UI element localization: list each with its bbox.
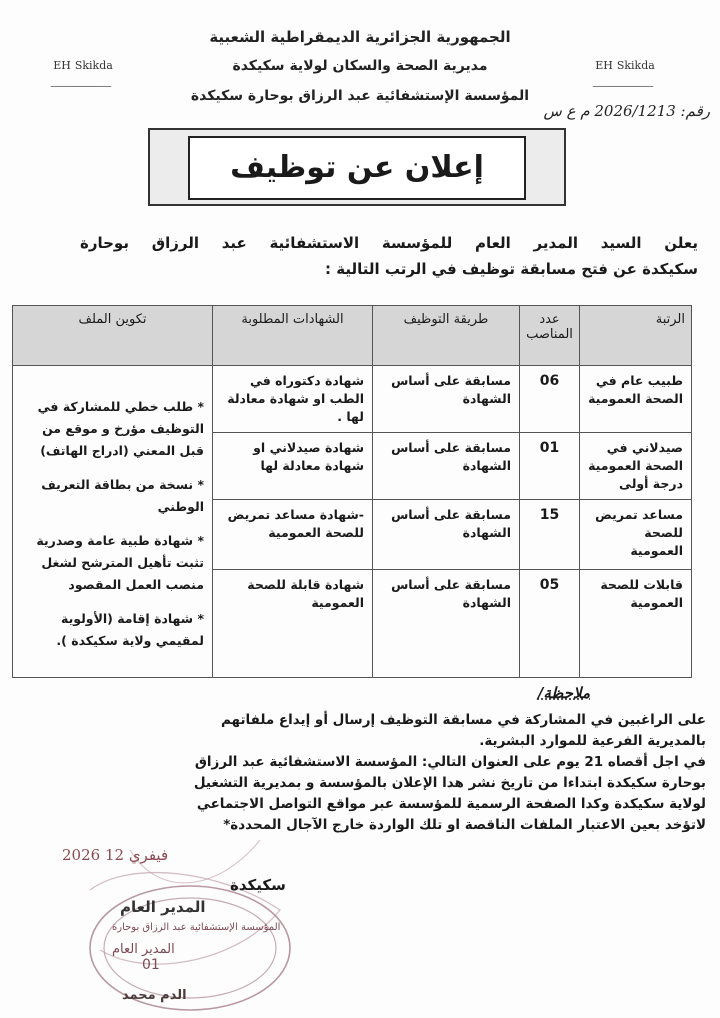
cell-method: مسابقة على أساس الشهادة bbox=[373, 366, 520, 433]
cell-method: مسابقة على أساس الشهادة bbox=[373, 500, 520, 570]
note-line-1: على الراغبين في المشاركة في مسابقة التوظيف إرسال أو إيداع ملفاتهم بالمديرية الفرعية للموارد البشرية. bbox=[220, 712, 706, 749]
cell-rank: طبيب عام في الصحة العمومية bbox=[580, 366, 692, 433]
cell-certificates: شهادة دكتوراه في الطب او شهادة معادلة لها . bbox=[213, 366, 373, 433]
announcement-intro bbox=[80, 230, 698, 282]
title-banner bbox=[148, 128, 566, 210]
header-count: عدد المناصب bbox=[520, 306, 580, 366]
header-directorate: مديرية الصحة والسكان لولاية سكيكدة bbox=[232, 58, 488, 74]
file-item: * نسخة من بطاقة التعريف الوطني bbox=[41, 477, 204, 514]
cell-certificates: شهادة قابلة للصحة العمومية bbox=[213, 570, 373, 678]
header-method: طريقة التوظيف bbox=[373, 306, 520, 366]
table-row bbox=[13, 366, 692, 433]
stamp-date: 2026 فيفري 12 bbox=[62, 846, 169, 864]
cell-certificates: شهادة صيدلاني او شهادة معادلة لها bbox=[213, 433, 373, 500]
signer-name: الدم محمد bbox=[122, 988, 187, 1003]
signature-place: سكيكدة bbox=[230, 876, 286, 894]
logo-left-sub: Skikda bbox=[74, 59, 113, 72]
page-title: إعلان عن توظيف bbox=[188, 136, 526, 200]
header-republic: الجمهورية الجزائرية الديمقراطية الشعبية bbox=[209, 28, 511, 46]
intro-line-2: سكيكدة عن فتح مسابقة توظيف في الرتب التالية : bbox=[325, 260, 698, 278]
note-title: ملاحظة/ bbox=[537, 684, 590, 702]
cell-rank: صيدلاني في الصحة العمومية درجة أولى bbox=[580, 433, 692, 500]
logo-right-mark: EH bbox=[595, 59, 613, 72]
header-institution: المؤسسة الإستشفائية عبد الرزاق بوحارة سكيكدة bbox=[190, 88, 530, 104]
header-file: تكوين الملف bbox=[13, 306, 213, 366]
reference-number: رقم: 2026/1213 م ع س bbox=[543, 102, 710, 120]
signature-director: المدير العام bbox=[120, 898, 206, 916]
cell-method: مسابقة على أساس الشهادة bbox=[373, 433, 520, 500]
cell-count: 05 bbox=[520, 570, 580, 678]
stamp-title: المدير العام bbox=[112, 942, 175, 957]
file-item: * شهادة طبية عامة وصدرية تثبت تأهيل المترشح لشغل منصب العمل المقصود bbox=[36, 533, 204, 592]
file-item: * طلب خطي للمشاركة في التوظيف مؤرخ و موقع من قبل المعني (ادراج الهاتف) bbox=[37, 399, 204, 458]
note-line-3: لاتؤخد بعين الاعتبار الملفات الناقصة او تلك الواردة خارج الآجال المحددة* bbox=[223, 817, 706, 833]
cell-count: 15 bbox=[520, 500, 580, 570]
cell-file-composition bbox=[13, 366, 213, 678]
logo-right: EH Skikda ━━━━━━━━━━━━━━━━━━━━ bbox=[592, 59, 655, 90]
stamp-number: 01 bbox=[142, 957, 160, 973]
note-line-2: في اجل أقصاه 21 يوم على العنوان التالي: المؤسسة الاستشفائية عبد الرزاق بوحارة سكيكدة ابتداءا من تاريخ نشر هدا الإعلان بالمؤسسة و بمديرية التشغيل لولاية سكيكدة وكدا الصفحة الرسمية للمؤسسة عبر مواقع التواصل الاجتماعي bbox=[193, 754, 706, 812]
cell-certificates: -شهادة مساعد تمريض للصحة العمومية bbox=[213, 500, 373, 570]
positions-table bbox=[12, 305, 692, 678]
cell-rank: قابلات للصحة العمومية bbox=[580, 570, 692, 678]
table-header-row bbox=[13, 306, 692, 366]
note-body bbox=[160, 710, 706, 836]
stamp-institution: المؤسسة الإستشفائية عبد الرزاق بوحارة bbox=[112, 922, 281, 933]
header-certificates: الشهادات المطلوبة bbox=[213, 306, 373, 366]
file-item: * شهادة إقامة (الأولوية لمقيمي ولاية سكيكدة ). bbox=[56, 611, 204, 648]
cell-count: 01 bbox=[520, 433, 580, 500]
header-rank: الرتبة bbox=[580, 306, 692, 366]
logo-left: EH Skikda ━━━━━━━━━━━━━━━━━━━━ bbox=[50, 59, 113, 90]
cell-method: مسابقة على أساس الشهادة bbox=[373, 570, 520, 678]
intro-line-1: يعلن السيد المدير العام للمؤسسة الاستشفائية عبد الرزاق بوحارة bbox=[80, 234, 698, 252]
cell-rank: مساعد تمريض للصحة العمومية bbox=[580, 500, 692, 570]
logo-right-sub: Skikda bbox=[616, 59, 655, 72]
logo-left-mark: EH bbox=[53, 59, 71, 72]
cell-count: 06 bbox=[520, 366, 580, 433]
